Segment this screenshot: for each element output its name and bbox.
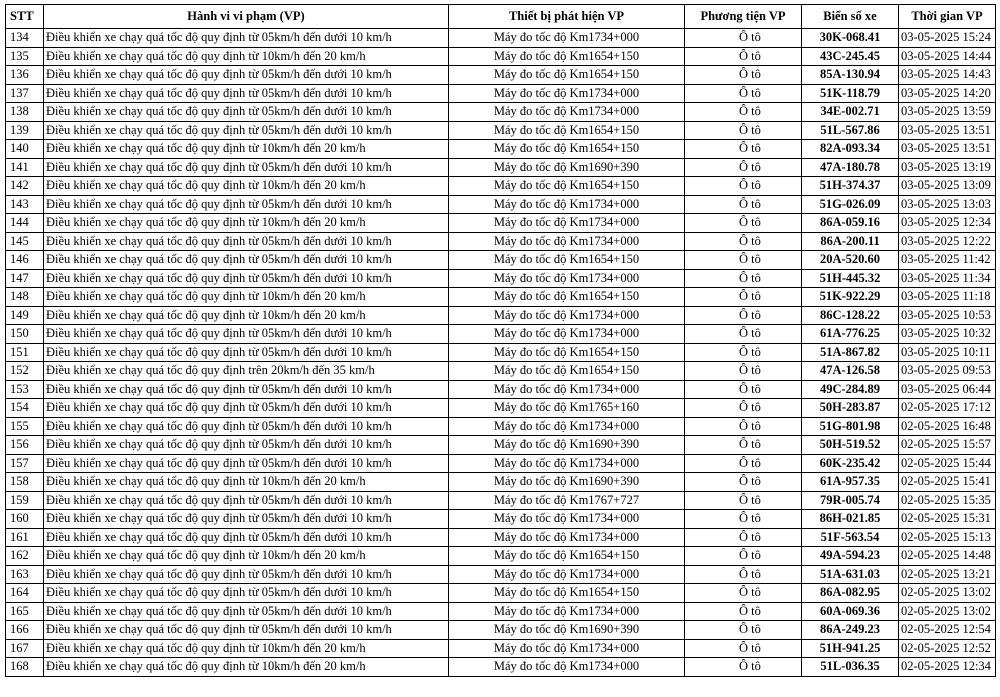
cell-vehicle: Ô tô — [685, 232, 802, 251]
cell-plate: 51G-026.09 — [802, 195, 899, 214]
cell-behavior: Điều khiển xe chạy quá tốc độ quy định từ 05km/h đến dưới 10 km/h — [44, 528, 449, 547]
cell-vehicle: Ô tô — [685, 66, 802, 85]
cell-time: 02-05-2025 16:48 — [899, 417, 996, 436]
cell-device: Máy đo tốc độ Km1654+150 — [449, 251, 685, 270]
cell-vehicle: Ô tô — [685, 547, 802, 566]
cell-behavior: Điều khiển xe chạy quá tốc độ quy định từ 05km/h đến dưới 10 km/h — [44, 602, 449, 621]
cell-stt: 137 — [6, 84, 44, 103]
cell-stt: 144 — [6, 214, 44, 233]
table-row — [6, 66, 996, 85]
cell-vehicle: Ô tô — [685, 177, 802, 196]
table-row — [6, 140, 996, 159]
cell-time: 03-05-2025 12:34 — [899, 214, 996, 233]
table-row — [6, 47, 996, 66]
cell-device: Máy đo tốc độ Km1654+150 — [449, 584, 685, 603]
cell-stt: 166 — [6, 621, 44, 640]
cell-behavior: Điều khiển xe chạy quá tốc độ quy định từ 10km/h đến 20 km/h — [44, 306, 449, 325]
cell-device: Máy đo tốc độ Km1734+000 — [449, 84, 685, 103]
cell-stt: 140 — [6, 140, 44, 159]
table-row — [6, 380, 996, 399]
table-row — [6, 232, 996, 251]
cell-plate: 51F-563.54 — [802, 528, 899, 547]
table-row — [6, 454, 996, 473]
cell-stt: 135 — [6, 47, 44, 66]
cell-vehicle: Ô tô — [685, 436, 802, 455]
cell-stt: 157 — [6, 454, 44, 473]
cell-time: 02-05-2025 13:02 — [899, 602, 996, 621]
cell-device: Máy đo tốc độ Km1654+150 — [449, 343, 685, 362]
cell-time: 02-05-2025 12:52 — [899, 639, 996, 658]
table-row — [6, 547, 996, 566]
cell-vehicle: Ô tô — [685, 380, 802, 399]
cell-time: 03-05-2025 15:24 — [899, 29, 996, 48]
cell-behavior: Điều khiển xe chạy quá tốc độ quy định từ 10km/h đến 20 km/h — [44, 214, 449, 233]
cell-device: Máy đo tốc độ Km1734+000 — [449, 269, 685, 288]
cell-time: 02-05-2025 13:21 — [899, 565, 996, 584]
table-row — [6, 103, 996, 122]
cell-device: Máy đo tốc độ Km1734+000 — [449, 325, 685, 344]
header-device: Thiết bị phát hiện VP — [449, 5, 685, 29]
cell-vehicle: Ô tô — [685, 251, 802, 270]
cell-vehicle: Ô tô — [685, 510, 802, 529]
cell-stt: 149 — [6, 306, 44, 325]
cell-plate: 51G-801.98 — [802, 417, 899, 436]
cell-behavior: Điều khiển xe chạy quá tốc độ quy định từ 05km/h đến dưới 10 km/h — [44, 565, 449, 584]
cell-device: Máy đo tốc độ Km1734+000 — [449, 232, 685, 251]
cell-plate: 60K-235.42 — [802, 454, 899, 473]
header-row — [6, 5, 996, 29]
cell-plate: 30K-068.41 — [802, 29, 899, 48]
table-row — [6, 417, 996, 436]
table-row — [6, 343, 996, 362]
cell-time: 02-05-2025 15:31 — [899, 510, 996, 529]
cell-plate: 86A-200.11 — [802, 232, 899, 251]
cell-vehicle: Ô tô — [685, 140, 802, 159]
table-row — [6, 639, 996, 658]
cell-behavior: Điều khiển xe chạy quá tốc độ quy định từ 10km/h đến 20 km/h — [44, 140, 449, 159]
table-row — [6, 214, 996, 233]
cell-plate: 51A-867.82 — [802, 343, 899, 362]
cell-plate: 61A-776.25 — [802, 325, 899, 344]
cell-vehicle: Ô tô — [685, 565, 802, 584]
cell-behavior: Điều khiển xe chạy quá tốc độ quy định từ 05km/h đến dưới 10 km/h — [44, 454, 449, 473]
cell-vehicle: Ô tô — [685, 473, 802, 492]
cell-behavior: Điều khiển xe chạy quá tốc độ quy định từ 10km/h đến 20 km/h — [44, 639, 449, 658]
cell-device: Máy đo tốc độ Km1734+000 — [449, 658, 685, 677]
table-row — [6, 658, 996, 677]
table-row — [6, 565, 996, 584]
cell-stt: 161 — [6, 528, 44, 547]
cell-stt: 139 — [6, 121, 44, 140]
cell-behavior: Điều khiển xe chạy quá tốc độ quy định từ 10km/h đến 20 km/h — [44, 177, 449, 196]
cell-time: 03-05-2025 10:11 — [899, 343, 996, 362]
cell-behavior: Điều khiển xe chạy quá tốc độ quy định từ 05km/h đến dưới 10 km/h — [44, 325, 449, 344]
cell-stt: 154 — [6, 399, 44, 418]
cell-behavior: Điều khiển xe chạy quá tốc độ quy định từ 05km/h đến dưới 10 km/h — [44, 232, 449, 251]
cell-stt: 143 — [6, 195, 44, 214]
table-row — [6, 195, 996, 214]
cell-behavior: Điều khiển xe chạy quá tốc độ quy định từ 05km/h đến dưới 10 km/h — [44, 84, 449, 103]
cell-device: Máy đo tốc độ Km1654+150 — [449, 362, 685, 381]
cell-behavior: Điều khiển xe chạy quá tốc độ quy định từ 05km/h đến dưới 10 km/h — [44, 195, 449, 214]
cell-time: 02-05-2025 15:13 — [899, 528, 996, 547]
cell-vehicle: Ô tô — [685, 195, 802, 214]
cell-stt: 151 — [6, 343, 44, 362]
table-row — [6, 510, 996, 529]
table-body — [6, 29, 996, 677]
header-plate: Biển số xe — [802, 5, 899, 29]
cell-behavior: Điều khiển xe chạy quá tốc độ quy định từ 05km/h đến dưới 10 km/h — [44, 436, 449, 455]
cell-stt: 155 — [6, 417, 44, 436]
cell-plate: 50H-519.52 — [802, 436, 899, 455]
header-stt: STT — [6, 5, 44, 29]
table-row — [6, 473, 996, 492]
cell-vehicle: Ô tô — [685, 84, 802, 103]
table-row — [6, 269, 996, 288]
table-row — [6, 288, 996, 307]
cell-plate: 51H-374.37 — [802, 177, 899, 196]
cell-time: 02-05-2025 12:34 — [899, 658, 996, 677]
cell-time: 02-05-2025 14:48 — [899, 547, 996, 566]
cell-time: 03-05-2025 14:44 — [899, 47, 996, 66]
cell-behavior: Điều khiển xe chạy quá tốc độ quy định từ 05km/h đến dưới 10 km/h — [44, 66, 449, 85]
cell-behavior: Điều khiển xe chạy quá tốc độ quy định từ 05km/h đến dưới 10 km/h — [44, 251, 449, 270]
table-row — [6, 362, 996, 381]
cell-plate: 61A-957.35 — [802, 473, 899, 492]
cell-plate: 43C-245.45 — [802, 47, 899, 66]
cell-device: Máy đo tốc độ Km1734+000 — [449, 528, 685, 547]
cell-stt: 148 — [6, 288, 44, 307]
cell-behavior: Điều khiển xe chạy quá tốc độ quy định từ 05km/h đến dưới 10 km/h — [44, 621, 449, 640]
table-row — [6, 251, 996, 270]
cell-device: Máy đo tốc độ Km1734+000 — [449, 510, 685, 529]
cell-plate: 51H-941.25 — [802, 639, 899, 658]
cell-device: Máy đo tốc độ Km1690+390 — [449, 436, 685, 455]
cell-vehicle: Ô tô — [685, 399, 802, 418]
cell-behavior: Điều khiển xe chạy quá tốc độ quy định từ 05km/h đến dưới 10 km/h — [44, 343, 449, 362]
cell-device: Máy đo tốc độ Km1734+000 — [449, 565, 685, 584]
cell-device: Máy đo tốc độ Km1734+000 — [449, 29, 685, 48]
cell-stt: 156 — [6, 436, 44, 455]
cell-device: Máy đo tốc độ Km1654+150 — [449, 288, 685, 307]
cell-device: Máy đo tốc độ Km1690+390 — [449, 158, 685, 177]
cell-device: Máy đo tốc độ Km1654+150 — [449, 47, 685, 66]
cell-plate: 47A-180.78 — [802, 158, 899, 177]
cell-device: Máy đo tốc độ Km1654+150 — [449, 547, 685, 566]
cell-stt: 136 — [6, 66, 44, 85]
cell-vehicle: Ô tô — [685, 269, 802, 288]
cell-vehicle: Ô tô — [685, 454, 802, 473]
header-vehicle: Phương tiện VP — [685, 5, 802, 29]
cell-vehicle: Ô tô — [685, 417, 802, 436]
cell-device: Máy đo tốc độ Km1734+000 — [449, 214, 685, 233]
cell-stt: 138 — [6, 103, 44, 122]
cell-behavior: Điều khiển xe chạy quá tốc độ quy định từ 05km/h đến dưới 10 km/h — [44, 584, 449, 603]
cell-plate: 86A-249.23 — [802, 621, 899, 640]
cell-stt: 163 — [6, 565, 44, 584]
cell-time: 02-05-2025 15:41 — [899, 473, 996, 492]
cell-time: 03-05-2025 10:53 — [899, 306, 996, 325]
cell-vehicle: Ô tô — [685, 639, 802, 658]
cell-time: 02-05-2025 15:57 — [899, 436, 996, 455]
cell-stt: 141 — [6, 158, 44, 177]
cell-behavior: Điều khiển xe chạy quá tốc độ quy định từ 05km/h đến dưới 10 km/h — [44, 29, 449, 48]
cell-plate: 86C-128.22 — [802, 306, 899, 325]
cell-stt: 153 — [6, 380, 44, 399]
cell-stt: 159 — [6, 491, 44, 510]
cell-stt: 168 — [6, 658, 44, 677]
cell-time: 03-05-2025 09:53 — [899, 362, 996, 381]
cell-plate: 82A-093.34 — [802, 140, 899, 159]
cell-device: Máy đo tốc độ Km1734+000 — [449, 195, 685, 214]
table-row — [6, 528, 996, 547]
table-row — [6, 29, 996, 48]
cell-plate: 34E-002.71 — [802, 103, 899, 122]
cell-plate: 50H-283.87 — [802, 399, 899, 418]
cell-time: 02-05-2025 15:44 — [899, 454, 996, 473]
cell-vehicle: Ô tô — [685, 602, 802, 621]
cell-vehicle: Ô tô — [685, 362, 802, 381]
header-behavior: Hành vi vi phạm (VP) — [44, 5, 449, 29]
cell-device: Máy đo tốc độ Km1654+150 — [449, 140, 685, 159]
cell-device: Máy đo tốc độ Km1767+727 — [449, 491, 685, 510]
table-row — [6, 602, 996, 621]
violations-sheet — [5, 4, 996, 677]
cell-device: Máy đo tốc độ Km1734+000 — [449, 639, 685, 658]
cell-time: 03-05-2025 11:42 — [899, 251, 996, 270]
cell-behavior: Điều khiển xe chạy quá tốc độ quy định từ 05km/h đến dưới 10 km/h — [44, 417, 449, 436]
cell-behavior: Điều khiển xe chạy quá tốc độ quy định từ 05km/h đến dưới 10 km/h — [44, 269, 449, 288]
table-row — [6, 306, 996, 325]
cell-behavior: Điều khiển xe chạy quá tốc độ quy định từ 05km/h đến dưới 10 km/h — [44, 399, 449, 418]
table-row — [6, 325, 996, 344]
cell-behavior: Điều khiển xe chạy quá tốc độ quy định từ 10km/h đến 20 km/h — [44, 547, 449, 566]
cell-vehicle: Ô tô — [685, 306, 802, 325]
cell-plate: 86A-082.95 — [802, 584, 899, 603]
table-row — [6, 158, 996, 177]
cell-behavior: Điều khiển xe chạy quá tốc độ quy định trên 20km/h đến 35 km/h — [44, 362, 449, 381]
cell-vehicle: Ô tô — [685, 103, 802, 122]
cell-behavior: Điều khiển xe chạy quá tốc độ quy định từ 05km/h đến dưới 10 km/h — [44, 380, 449, 399]
cell-plate: 47A-126.58 — [802, 362, 899, 381]
cell-vehicle: Ô tô — [685, 528, 802, 547]
cell-time: 02-05-2025 13:02 — [899, 584, 996, 603]
cell-plate: 86A-059.16 — [802, 214, 899, 233]
cell-plate: 51K-118.79 — [802, 84, 899, 103]
cell-plate: 85A-130.94 — [802, 66, 899, 85]
cell-time: 03-05-2025 13:59 — [899, 103, 996, 122]
cell-time: 03-05-2025 13:03 — [899, 195, 996, 214]
cell-behavior: Điều khiển xe chạy quá tốc độ quy định từ 05km/h đến dưới 10 km/h — [44, 510, 449, 529]
cell-stt: 147 — [6, 269, 44, 288]
cell-time: 03-05-2025 10:32 — [899, 325, 996, 344]
cell-device: Máy đo tốc độ Km1654+150 — [449, 177, 685, 196]
cell-device: Máy đo tốc độ Km1734+000 — [449, 454, 685, 473]
cell-plate: 20A-520.60 — [802, 251, 899, 270]
table-row — [6, 399, 996, 418]
cell-vehicle: Ô tô — [685, 658, 802, 677]
cell-behavior: Điều khiển xe chạy quá tốc độ quy định từ 10km/h đến 20 km/h — [44, 473, 449, 492]
cell-time: 03-05-2025 13:51 — [899, 121, 996, 140]
table-row — [6, 584, 996, 603]
cell-device: Máy đo tốc độ Km1654+150 — [449, 121, 685, 140]
cell-stt: 145 — [6, 232, 44, 251]
cell-device: Máy đo tốc độ Km1690+390 — [449, 473, 685, 492]
cell-device: Máy đo tốc độ Km1765+160 — [449, 399, 685, 418]
table-row — [6, 621, 996, 640]
table-header — [6, 5, 996, 29]
cell-vehicle: Ô tô — [685, 214, 802, 233]
cell-behavior: Điều khiển xe chạy quá tốc độ quy định từ 10km/h đến 20 km/h — [44, 658, 449, 677]
cell-time: 03-05-2025 14:43 — [899, 66, 996, 85]
cell-vehicle: Ô tô — [685, 621, 802, 640]
violations-table — [5, 4, 996, 677]
cell-stt: 150 — [6, 325, 44, 344]
cell-vehicle: Ô tô — [685, 491, 802, 510]
cell-stt: 165 — [6, 602, 44, 621]
cell-stt: 134 — [6, 29, 44, 48]
cell-plate: 49A-594.23 — [802, 547, 899, 566]
cell-time: 03-05-2025 11:34 — [899, 269, 996, 288]
cell-time: 03-05-2025 06:44 — [899, 380, 996, 399]
cell-plate: 51H-445.32 — [802, 269, 899, 288]
cell-time: 03-05-2025 13:19 — [899, 158, 996, 177]
cell-behavior: Điều khiển xe chạy quá tốc độ quy định từ 10km/h đến 20 km/h — [44, 47, 449, 66]
table-row — [6, 84, 996, 103]
cell-time: 03-05-2025 13:51 — [899, 140, 996, 159]
table-row — [6, 491, 996, 510]
cell-behavior: Điều khiển xe chạy quá tốc độ quy định từ 05km/h đến dưới 10 km/h — [44, 103, 449, 122]
cell-time: 03-05-2025 11:18 — [899, 288, 996, 307]
cell-behavior: Điều khiển xe chạy quá tốc độ quy định từ 05km/h đến dưới 10 km/h — [44, 158, 449, 177]
cell-plate: 86H-021.85 — [802, 510, 899, 529]
cell-vehicle: Ô tô — [685, 29, 802, 48]
cell-vehicle: Ô tô — [685, 121, 802, 140]
cell-device: Máy đo tốc độ Km1734+000 — [449, 417, 685, 436]
cell-stt: 142 — [6, 177, 44, 196]
header-time: Thời gian VP — [899, 5, 996, 29]
cell-stt: 162 — [6, 547, 44, 566]
cell-time: 02-05-2025 12:54 — [899, 621, 996, 640]
cell-behavior: Điều khiển xe chạy quá tốc độ quy định từ 05km/h đến dưới 10 km/h — [44, 491, 449, 510]
cell-time: 03-05-2025 14:20 — [899, 84, 996, 103]
cell-plate: 79R-005.74 — [802, 491, 899, 510]
cell-time: 03-05-2025 12:22 — [899, 232, 996, 251]
cell-device: Máy đo tốc độ Km1734+000 — [449, 380, 685, 399]
cell-plate: 51K-922.29 — [802, 288, 899, 307]
cell-vehicle: Ô tô — [685, 158, 802, 177]
cell-device: Máy đo tốc độ Km1690+390 — [449, 621, 685, 640]
cell-time: 02-05-2025 15:35 — [899, 491, 996, 510]
table-row — [6, 436, 996, 455]
cell-vehicle: Ô tô — [685, 584, 802, 603]
cell-vehicle: Ô tô — [685, 343, 802, 362]
table-row — [6, 177, 996, 196]
cell-vehicle: Ô tô — [685, 47, 802, 66]
cell-stt: 164 — [6, 584, 44, 603]
cell-stt: 146 — [6, 251, 44, 270]
cell-time: 03-05-2025 13:09 — [899, 177, 996, 196]
cell-device: Máy đo tốc độ Km1734+000 — [449, 602, 685, 621]
cell-time: 02-05-2025 17:12 — [899, 399, 996, 418]
cell-vehicle: Ô tô — [685, 325, 802, 344]
cell-stt: 158 — [6, 473, 44, 492]
cell-device: Máy đo tốc độ Km1734+000 — [449, 103, 685, 122]
cell-stt: 160 — [6, 510, 44, 529]
cell-behavior: Điều khiển xe chạy quá tốc độ quy định từ 10km/h đến 20 km/h — [44, 288, 449, 307]
table-row — [6, 121, 996, 140]
cell-plate: 49C-284.89 — [802, 380, 899, 399]
cell-stt: 152 — [6, 362, 44, 381]
cell-vehicle: Ô tô — [685, 288, 802, 307]
cell-behavior: Điều khiển xe chạy quá tốc độ quy định từ 05km/h đến dưới 10 km/h — [44, 121, 449, 140]
cell-device: Máy đo tốc độ Km1734+000 — [449, 306, 685, 325]
cell-plate: 60A-069.36 — [802, 602, 899, 621]
cell-plate: 51A-631.03 — [802, 565, 899, 584]
cell-stt: 167 — [6, 639, 44, 658]
cell-plate: 51L-567.86 — [802, 121, 899, 140]
cell-device: Máy đo tốc độ Km1654+150 — [449, 66, 685, 85]
cell-plate: 51L-036.35 — [802, 658, 899, 677]
